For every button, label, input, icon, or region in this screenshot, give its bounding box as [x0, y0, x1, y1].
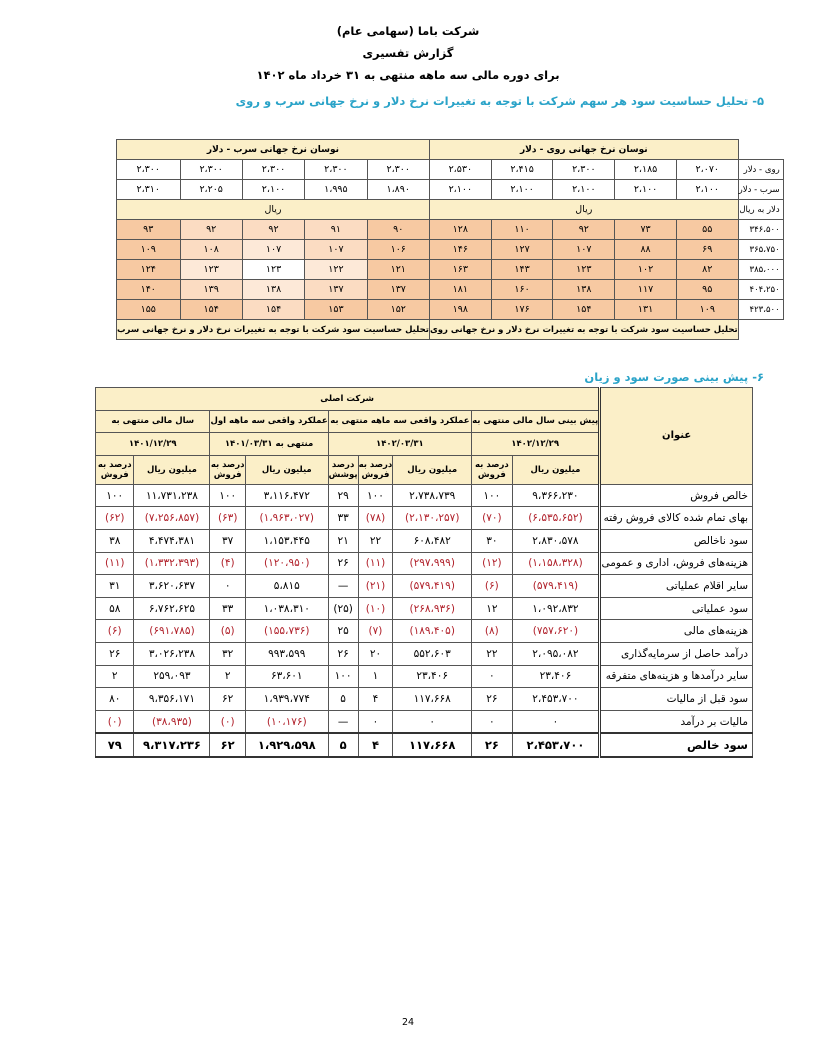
zinc-rate-cell: ۲،۳۰۰ — [553, 160, 615, 180]
lead-eps-cell: ۱۲۲ — [305, 260, 367, 280]
row-label: سایر درآمدها و هزینه‌های متفرقه — [600, 665, 753, 688]
company-header: شرکت اصلی — [96, 388, 600, 411]
value-cell-ap: (۱۰) — [358, 597, 393, 620]
value-cell-cov: ۲۵ — [328, 620, 358, 643]
row-label: سود عملیاتی — [600, 597, 753, 620]
lead-eps-cell: ۱۲۱ — [367, 260, 429, 280]
value-cell-cov: (۲۵) — [328, 597, 358, 620]
forecast-pct-sub-l2: فروش — [477, 469, 506, 480]
value-cell-f: ۲،۰۹۵،۰۸۲ — [512, 642, 600, 665]
row-label: هزینه‌های مالی — [600, 620, 753, 643]
value-cell-cov: ۱۰۰ — [328, 665, 358, 688]
zinc-rate-cell: ۲،۳۰۰ — [242, 160, 304, 180]
value-cell-y: ۲۵۹،۰۹۳ — [134, 665, 210, 688]
row-label: خالص فروش — [600, 484, 753, 507]
value-cell-f: ۹،۳۶۶،۲۳۰ — [512, 484, 600, 507]
value-cell-yp: (۱۱) — [96, 552, 134, 575]
zinc-eps-cell: ۱۹۸ — [429, 300, 491, 320]
zinc-rate-cell: ۲،۳۰۰ — [367, 160, 429, 180]
value-cell-yp: (۶) — [96, 620, 134, 643]
value-cell-a: (۱۸۹،۴۰۵) — [393, 620, 472, 643]
period-prior-year-l1: سال مالی منتهی به — [96, 410, 210, 433]
value-cell-yp: ۳۱ — [96, 575, 134, 598]
value-cell-y: ۴،۴۷۴،۳۸۱ — [134, 529, 210, 552]
value-cell-f: (۷۵۷،۶۲۰) — [512, 620, 600, 643]
lead-eps-cell: ۹۲ — [242, 220, 304, 240]
lead-eps-cell: ۱۳۷ — [305, 280, 367, 300]
zinc-eps-cell: ۱۰۷ — [553, 240, 615, 260]
sensitivity-row — [117, 240, 784, 260]
value-cell-fp: ۲۶ — [472, 688, 513, 711]
value-cell-yp: ۲ — [96, 665, 134, 688]
zinc-eps-cell: ۱۰۲ — [615, 260, 677, 280]
lead-rate-row — [117, 180, 784, 200]
lead-eps-cell: ۹۰ — [367, 220, 429, 240]
lead-eps-cell: ۱۵۴ — [242, 300, 304, 320]
row-label: سود ناخالص — [600, 529, 753, 552]
rial-unit-zinc: ریال — [429, 200, 738, 220]
row-label: سود خالص — [600, 733, 753, 757]
value-cell-a: (۲۹۷،۹۹۹) — [393, 552, 472, 575]
value-cell-fp: ۳۰ — [472, 529, 513, 552]
dollar-rate-cell: ۴۰۴،۲۵۰ — [738, 280, 783, 300]
lead-rate-cell: ۱،۸۹۰ — [367, 180, 429, 200]
value-cell-y: ۱۱،۷۳۱،۲۳۸ — [134, 484, 210, 507]
value-cell-ap: ۱۰۰ — [358, 484, 393, 507]
report-title: گزارش تفسیری — [362, 46, 454, 60]
value-cell-f: ۲،۴۵۳،۷۰۰ — [512, 733, 600, 757]
income-row — [96, 484, 753, 507]
value-cell-fp: (۶) — [472, 575, 513, 598]
value-cell-cov: — — [328, 710, 358, 733]
value-cell-p: (۱۰،۱۷۶) — [245, 710, 328, 733]
lead-eps-cell: ۱۵۲ — [367, 300, 429, 320]
sensitivity-row — [117, 220, 784, 240]
lead-rate-cell: ۲،۳۱۰ — [117, 180, 181, 200]
value-cell-cov: ۲۹ — [328, 484, 358, 507]
zinc-group-header: نوسان نرخ جهانی روی - دلار — [429, 140, 738, 160]
lead-eps-cell: ۱۵۴ — [180, 300, 242, 320]
value-cell-y: ۳،۰۲۶،۲۳۸ — [134, 642, 210, 665]
zinc-eps-cell: ۱۳۸ — [553, 280, 615, 300]
value-cell-a: (۵۷۹،۴۱۹) — [393, 575, 472, 598]
coverage-sub-l1: درصد — [331, 459, 355, 470]
zinc-eps-cell: ۸۲ — [676, 260, 738, 280]
value-cell-pp: (۵) — [210, 620, 245, 643]
value-cell-a: ۲۳،۴۰۶ — [393, 665, 472, 688]
actual-pct-sub-l1: درصد به — [358, 459, 393, 470]
coverage-sub-l2: پوشش — [328, 469, 358, 480]
lead-rate-cell: ۲،۱۰۰ — [242, 180, 304, 200]
zinc-eps-cell: ۱۵۴ — [553, 300, 615, 320]
value-cell-yp: ۷۹ — [96, 733, 134, 757]
actual-amount-sub: میلیون ریال — [393, 455, 472, 484]
value-cell-p: (۱۵۵،۷۳۶) — [245, 620, 328, 643]
lead-eps-cell: ۱۲۴ — [117, 260, 181, 280]
value-cell-ap: ۱ — [358, 665, 393, 688]
value-cell-yp: (۰) — [96, 710, 134, 733]
dollar-rate-cell: ۳۸۵،۰۰۰ — [738, 260, 783, 280]
zinc-eps-cell: ۱۴۳ — [491, 260, 553, 280]
lead-eps-cell: ۱۵۳ — [305, 300, 367, 320]
period-actual-l1: عملکرد واقعی سه ماهه منتهی به — [328, 410, 471, 433]
value-cell-fp: ۲۶ — [472, 733, 513, 757]
value-cell-y: (۳۸،۹۳۵) — [134, 710, 210, 733]
value-cell-cov: ۲۱ — [328, 529, 358, 552]
value-cell-ap: ۲۲ — [358, 529, 393, 552]
zinc-eps-cell: ۱۲۷ — [491, 240, 553, 260]
zinc-rate-cell: ۲،۴۱۵ — [491, 160, 553, 180]
value-cell-yp: ۲۶ — [96, 642, 134, 665]
income-row — [96, 710, 753, 733]
value-cell-a: ۱۱۷،۶۶۸ — [393, 733, 472, 757]
zinc-eps-cell: ۱۱۰ — [491, 220, 553, 240]
lead-rate-label: سرب - دلار — [738, 180, 783, 200]
lead-group-header: نوسان نرخ جهانی سرب - دلار — [117, 140, 430, 160]
actual-pct-sub-l2: فروش — [361, 469, 390, 480]
value-cell-yp: ۱۰۰ — [96, 484, 134, 507]
lead-rate-cell: ۲،۲۰۵ — [180, 180, 242, 200]
dollar-rial-label: دلار به ریال — [738, 200, 783, 220]
lead-eps-cell: ۱۲۳ — [242, 260, 304, 280]
value-cell-fp: (۷۰) — [472, 507, 513, 530]
zinc-rate-cell: ۲،۳۰۰ — [305, 160, 367, 180]
value-cell-ap: (۲۱) — [358, 575, 393, 598]
zinc-rate-cell: ۲،۳۰۰ — [180, 160, 242, 180]
value-cell-yp: ۳۸ — [96, 529, 134, 552]
value-cell-y: ۶،۷۶۲،۶۲۵ — [134, 597, 210, 620]
lead-caption: تحلیل حساسیت سود شرکت با توجه به تغییرات نرخ دلار و نرخ جهانی سرب — [117, 320, 430, 340]
prior-year-amount-sub: میلیون ریال — [134, 455, 210, 484]
value-cell-p: (۱،۹۶۳،۰۲۷) — [245, 507, 328, 530]
value-cell-pp: (۴) — [210, 552, 245, 575]
prior-q-pct-sub-l1: درصد به — [210, 459, 245, 470]
zinc-rate-label: روی - دلار — [738, 160, 783, 180]
report-period: برای دوره مالی سه ماهه منتهی به ۳۱ خرداد ماه ۱۴۰۲ — [256, 68, 560, 82]
value-cell-fp: (۱۲) — [472, 552, 513, 575]
value-cell-cov: ۲۶ — [328, 642, 358, 665]
value-cell-fp: ۱۰۰ — [472, 484, 513, 507]
value-cell-f: ۱،۰۹۲،۸۳۲ — [512, 597, 600, 620]
value-cell-a: ۶۰۸،۴۸۲ — [393, 529, 472, 552]
value-cell-ap: (۷) — [358, 620, 393, 643]
income-forecast-table — [95, 387, 753, 758]
zinc-eps-cell: ۱۲۳ — [553, 260, 615, 280]
dollar-rate-cell: ۳۶۵،۷۵۰ — [738, 240, 783, 260]
dollar-rate-cell: ۴۲۳،۵۰۰ — [738, 300, 783, 320]
value-cell-p: ۱،۰۳۸،۳۱۰ — [245, 597, 328, 620]
prior-q-pct-sub — [210, 455, 245, 484]
lead-eps-cell: ۱۰۸ — [180, 240, 242, 260]
value-cell-a: ۵۵۲،۶۰۳ — [393, 642, 472, 665]
lead-eps-cell: ۱۰۷ — [242, 240, 304, 260]
title-column-header: عنوان — [600, 388, 753, 485]
value-cell-pp: ۱۰۰ — [210, 484, 245, 507]
value-cell-pp: (۶۳) — [210, 507, 245, 530]
lead-eps-cell: ۱۲۳ — [180, 260, 242, 280]
value-cell-p: (۱۲۰،۹۵۰) — [245, 552, 328, 575]
lead-eps-cell: ۱۳۸ — [242, 280, 304, 300]
lead-eps-cell: ۱۰۹ — [117, 240, 181, 260]
zinc-eps-cell: ۵۵ — [676, 220, 738, 240]
value-cell-cov: ۳۳ — [328, 507, 358, 530]
zinc-eps-cell: ۷۳ — [615, 220, 677, 240]
sensitivity-row — [117, 280, 784, 300]
income-row — [96, 507, 753, 530]
company-name: شرکت باما (سهامی عام) — [336, 24, 480, 38]
value-cell-yp: ۸۰ — [96, 688, 134, 711]
value-cell-f: ۲۳،۴۰۶ — [512, 665, 600, 688]
period-prior-q-l2: منتهی به ۱۴۰۱/۰۳/۳۱ — [210, 433, 328, 456]
zinc-eps-cell: ۱۸۱ — [429, 280, 491, 300]
page-number: 24 — [401, 1017, 415, 1028]
lead-eps-cell: ۱۰۶ — [367, 240, 429, 260]
value-cell-f: ۲،۸۳۰،۵۷۸ — [512, 529, 600, 552]
prior-q-pct-sub-l2: فروش — [213, 469, 242, 480]
value-cell-f: (۵۷۹،۴۱۹) — [512, 575, 600, 598]
value-cell-pp: (۰) — [210, 710, 245, 733]
sensitivity-table — [116, 139, 784, 340]
zinc-eps-cell: ۱۶۰ — [491, 280, 553, 300]
period-forecast-l2: ۱۴۰۲/۱۲/۲۹ — [472, 433, 600, 456]
row-label: هزینه‌های فروش، اداری و عمومی — [600, 552, 753, 575]
row-label: سود قبل از مالیات — [600, 688, 753, 711]
lead-rate-cell: ۲،۱۰۰ — [491, 180, 553, 200]
lead-eps-cell: ۱۰۷ — [305, 240, 367, 260]
value-cell-a: (۲۶۸،۹۳۶) — [393, 597, 472, 620]
value-cell-ap: ۴ — [358, 688, 393, 711]
value-cell-a: (۲،۱۳۰،۲۵۷) — [393, 507, 472, 530]
value-cell-pp: ۶۲ — [210, 733, 245, 757]
income-row — [96, 597, 753, 620]
zinc-caption: تحلیل حساسیت سود شرکت با توجه به تغییرات نرخ دلار و نرخ جهانی روی — [429, 320, 738, 340]
value-cell-a: ۰ — [393, 710, 472, 733]
lead-eps-cell: ۹۳ — [117, 220, 181, 240]
forecast-pct-sub — [472, 455, 513, 484]
forecast-amount-sub: میلیون ریال — [512, 455, 600, 484]
lead-eps-cell: ۹۱ — [305, 220, 367, 240]
zinc-eps-cell: ۶۹ — [676, 240, 738, 260]
value-cell-pp: ۶۲ — [210, 688, 245, 711]
zinc-eps-cell: ۹۲ — [553, 220, 615, 240]
zinc-eps-cell: ۸۸ — [615, 240, 677, 260]
dollar-rate-cell: ۳۴۶،۵۰۰ — [738, 220, 783, 240]
zinc-eps-cell: ۱۶۳ — [429, 260, 491, 280]
value-cell-y: (۱،۳۳۲،۳۹۳) — [134, 552, 210, 575]
zinc-eps-cell: ۱۳۱ — [615, 300, 677, 320]
value-cell-ap: (۷۸) — [358, 507, 393, 530]
value-cell-p: ۶۳،۶۰۱ — [245, 665, 328, 688]
section-5-title: ۵- تحلیل حساسیت سود هر سهم شرکت با توجه به تغییرات نرخ دلار و نرخ جهانی سرب و روی — [235, 94, 764, 108]
value-cell-cov: ۵ — [328, 733, 358, 757]
value-cell-f: (۶،۵۳۵،۶۵۲) — [512, 507, 600, 530]
value-cell-a: ۲،۷۳۸،۷۳۹ — [393, 484, 472, 507]
value-cell-fp: (۸) — [472, 620, 513, 643]
prior-year-pct-sub — [96, 455, 134, 484]
value-cell-ap: (۱۱) — [358, 552, 393, 575]
prior-year-pct-sub-l2: فروش — [100, 469, 129, 480]
income-row — [96, 733, 753, 757]
zinc-eps-cell: ۹۵ — [676, 280, 738, 300]
zinc-eps-cell: ۱۴۶ — [429, 240, 491, 260]
income-row — [96, 575, 753, 598]
lead-eps-cell: ۹۲ — [180, 220, 242, 240]
value-cell-pp: ۰ — [210, 575, 245, 598]
value-cell-y: (۶۹۱،۷۸۵) — [134, 620, 210, 643]
value-cell-p: ۱،۹۳۹،۷۷۴ — [245, 688, 328, 711]
period-prior-year-l2: ۱۴۰۱/۱۲/۲۹ — [96, 433, 210, 456]
zinc-rate-row — [117, 160, 784, 180]
zinc-rate-cell: ۲،۰۷۰ — [676, 160, 738, 180]
sensitivity-row — [117, 260, 784, 280]
period-forecast-l1: پیش بینی سال مالی منتهی به — [472, 410, 600, 433]
value-cell-p: ۵،۸۱۵ — [245, 575, 328, 598]
lead-rate-cell: ۲،۱۰۰ — [429, 180, 491, 200]
value-cell-fp: ۰ — [472, 710, 513, 733]
actual-pct-sub — [358, 455, 393, 484]
lead-rate-cell: ۲،۱۰۰ — [676, 180, 738, 200]
period-actual-l2: ۱۴۰۲/۰۳/۳۱ — [328, 433, 471, 456]
value-cell-pp: ۲ — [210, 665, 245, 688]
value-cell-ap: ۲۰ — [358, 642, 393, 665]
income-row — [96, 552, 753, 575]
value-cell-y: ۹،۳۱۷،۲۳۶ — [134, 733, 210, 757]
value-cell-ap: ۴ — [358, 733, 393, 757]
zinc-eps-cell: ۱۲۸ — [429, 220, 491, 240]
income-row — [96, 642, 753, 665]
sensitivity-row — [117, 300, 784, 320]
value-cell-p: ۱،۹۲۹،۵۹۸ — [245, 733, 328, 757]
value-cell-fp: ۰ — [472, 665, 513, 688]
prior-year-pct-sub-l1: درصد به — [97, 459, 132, 470]
rial-unit-lead: ریال — [117, 200, 430, 220]
lead-eps-cell: ۱۵۵ — [117, 300, 181, 320]
zinc-rate-cell: ۲،۵۳۰ — [429, 160, 491, 180]
value-cell-p: ۹۹۳،۵۹۹ — [245, 642, 328, 665]
period-prior-q-l1: عملکرد واقعی سه ماهه اول — [210, 410, 328, 433]
income-row — [96, 620, 753, 643]
value-cell-cov: ۲۶ — [328, 552, 358, 575]
value-cell-y: (۷،۲۵۶،۸۵۷) — [134, 507, 210, 530]
zinc-rate-cell: ۲،۳۰۰ — [117, 160, 181, 180]
lead-rate-cell: ۱،۹۹۵ — [305, 180, 367, 200]
lead-eps-cell: ۱۴۰ — [117, 280, 181, 300]
income-row — [96, 529, 753, 552]
value-cell-f: ۲،۴۵۳،۷۰۰ — [512, 688, 600, 711]
lead-rate-cell: ۲،۱۰۰ — [615, 180, 677, 200]
row-label: سایر اقلام عملیاتی — [600, 575, 753, 598]
forecast-pct-sub-l1: درصد به — [475, 459, 509, 470]
value-cell-y: ۹،۳۵۶،۱۷۱ — [134, 688, 210, 711]
zinc-eps-cell: ۱۱۷ — [615, 280, 677, 300]
value-cell-fp: ۲۲ — [472, 642, 513, 665]
zinc-eps-cell: ۱۰۹ — [676, 300, 738, 320]
value-cell-cov: ۵ — [328, 688, 358, 711]
value-cell-ap: ۰ — [358, 710, 393, 733]
row-label: مالیات بر درآمد — [600, 710, 753, 733]
lead-rate-cell: ۲،۱۰۰ — [553, 180, 615, 200]
row-label: درآمد حاصل از سرمایه‌گذاری — [600, 642, 753, 665]
value-cell-y: ۳،۶۲۰،۶۳۷ — [134, 575, 210, 598]
zinc-rate-cell: ۲،۱۸۵ — [615, 160, 677, 180]
value-cell-pp: ۳۷ — [210, 529, 245, 552]
prior-q-amount-sub: میلیون ریال — [245, 455, 328, 484]
lead-eps-cell: ۱۳۷ — [367, 280, 429, 300]
value-cell-p: ۱،۱۵۳،۴۴۵ — [245, 529, 328, 552]
value-cell-cov: — — [328, 575, 358, 598]
row-label: بهای تمام شده کالای فروش رفته — [600, 507, 753, 530]
section-6-title: ۶- پیش بینی صورت سود و زیان — [584, 370, 764, 384]
value-cell-f: ۰ — [512, 710, 600, 733]
lead-eps-cell: ۱۳۹ — [180, 280, 242, 300]
zinc-eps-cell: ۱۷۶ — [491, 300, 553, 320]
coverage-sub — [328, 455, 358, 484]
income-row — [96, 665, 753, 688]
value-cell-a: ۱۱۷،۶۶۸ — [393, 688, 472, 711]
value-cell-pp: ۳۳ — [210, 597, 245, 620]
value-cell-p: ۳،۱۱۶،۴۷۲ — [245, 484, 328, 507]
income-row — [96, 688, 753, 711]
value-cell-yp: ۵۸ — [96, 597, 134, 620]
value-cell-fp: ۱۲ — [472, 597, 513, 620]
value-cell-pp: ۳۲ — [210, 642, 245, 665]
value-cell-f: (۱،۱۵۸،۳۲۸) — [512, 552, 600, 575]
value-cell-yp: (۶۲) — [96, 507, 134, 530]
